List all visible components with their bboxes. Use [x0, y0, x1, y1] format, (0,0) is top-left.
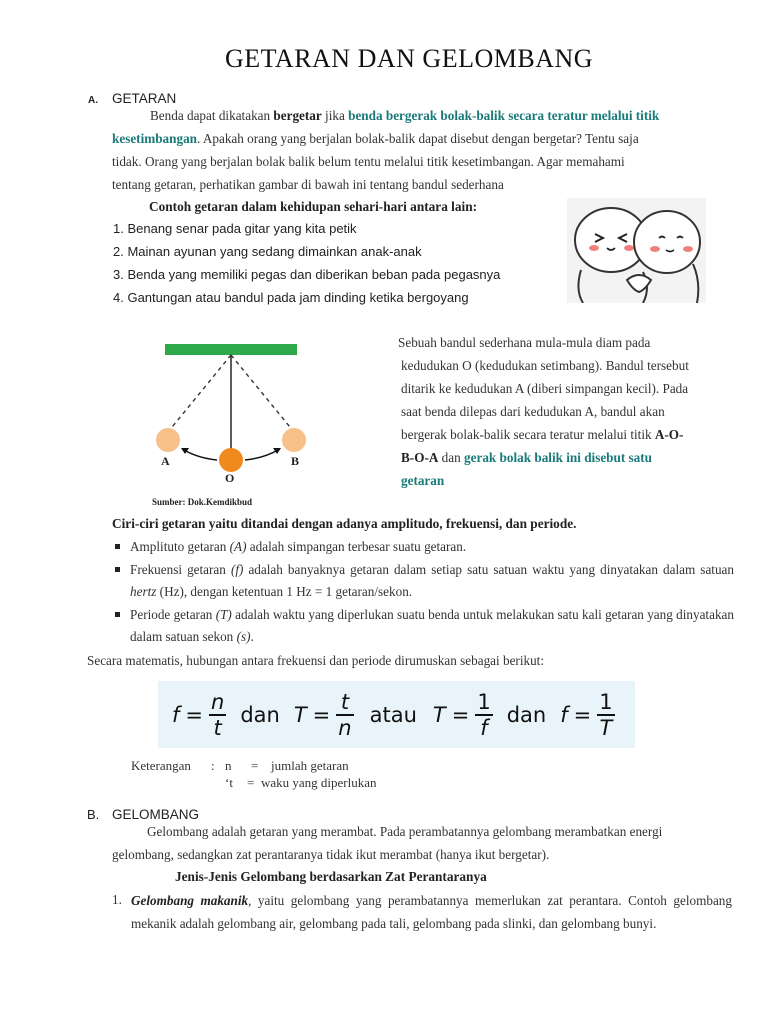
type-item-term: Gelombang makanik	[131, 893, 249, 908]
bullet-icon	[115, 567, 120, 572]
pendulum-desc-line: bergerak bolak-balik secara teratur melalui titik	[401, 427, 655, 442]
section-b-heading: GELOMBANG	[112, 807, 200, 822]
bullet-symbol: (T)	[215, 606, 232, 622]
pendulum-support-bar	[165, 344, 297, 355]
formula-T: T	[293, 703, 307, 727]
pendulum-desc-line: saat benda dilepas dari kedudukan A, bandul akan	[401, 404, 665, 419]
example-item: 1. Benang senar pada gitar yang kita petik	[113, 221, 357, 236]
pendulum-desc-and: dan	[438, 450, 465, 465]
formula-den: T	[599, 716, 613, 740]
hugging-characters-illustration	[567, 198, 706, 303]
bullet-icon	[115, 544, 120, 549]
bullet-text: .	[250, 629, 254, 644]
bullet-text: Amplituto getaran	[130, 539, 230, 554]
bullet-text: adalah waktu yang diperlukan suatu benda untuk melakukan satu kali getaran yang dinyatakan dalam satuan sekon	[130, 606, 734, 644]
formula-f: f	[172, 703, 180, 727]
examples-heading: Contoh getaran dalam kehidupan sehari-hari antara lain:	[149, 199, 478, 214]
type-item-text: , yaitu gelombang yang perambatannya memerlukan zat perantara. Contoh gelombang mekanik adalah gelombang air, gelombang pada tali, gelombang pada slinki, dan gelombang bunyi.	[131, 893, 732, 931]
pendulum-bob-a	[156, 428, 180, 452]
bullet-symbol: (f)	[230, 561, 244, 577]
bullet-frequency	[112, 559, 734, 604]
intro-line-3: tidak. Orang yang berjalan bolak balik belum tentu melalui titik kesetimbangan. Agar memahami	[112, 154, 625, 169]
formula-equals: =	[451, 703, 470, 727]
page-title: GETARAN DAN GELOMBANG	[224, 44, 594, 73]
intro-text-1: Benda dapat dikatakan	[150, 108, 274, 123]
formula-den: n	[338, 716, 352, 740]
keterangan-colon: :	[211, 758, 215, 773]
formula	[172, 687, 615, 743]
bullet-text: Frekuensi getaran	[130, 561, 231, 577]
type-item-number: 1.	[112, 892, 122, 907]
formula-T: T	[432, 703, 446, 727]
math-intro: Secara matematis, hubungan antara frekuensi dan periode dirumuskan sebagai berikut:	[87, 653, 545, 668]
intro-teal-1: benda bergerak bolak-balik secara teratur melalui titik	[348, 108, 660, 123]
pendulum-label-a: A	[161, 454, 170, 468]
pendulum-description	[398, 331, 738, 492]
bullet-amplitude	[112, 536, 734, 559]
keterangan-t-symbol: ‘t	[225, 775, 233, 790]
characteristics-list	[112, 536, 734, 649]
formula-equals: =	[312, 703, 331, 727]
section-b-letter: B.	[87, 807, 100, 822]
bullet-unit: hertz	[130, 584, 157, 599]
formula-den: f	[480, 716, 488, 740]
keterangan-block	[131, 757, 377, 791]
formula-dan-2: dan	[506, 703, 547, 727]
bullet-text: adalah simpangan terbesar suatu getaran.	[246, 539, 467, 554]
formula-den: t	[213, 716, 222, 740]
pendulum-path-2: B-O-A	[401, 450, 439, 465]
formula-fraction-1-f	[475, 690, 492, 740]
intro-teal-2: kesetimbangan	[112, 131, 197, 146]
pendulum-teal-text: gerak bolak balik ini disebut satu	[464, 450, 652, 465]
example-item: 4. Gantungan atau bandul pada jam dinding ketika bergoyang	[113, 290, 469, 305]
keterangan-t-desc: waku yang diperlukan	[261, 775, 377, 790]
intro-text-3: . Apakah orang yang berjalan bolak-balik dapat disebut dengan bergetar? Tentu saja	[197, 131, 639, 146]
bullet-text: adalah banyaknya getaran dalam setiap satu satuan waktu yang dinyatakan dalam satuan	[243, 561, 734, 577]
bullet-text: (Hz), dengan ketentuan 1 Hz = 1 getaran/sekon.	[156, 584, 413, 599]
pendulum-bob-b	[282, 428, 306, 452]
section-a-heading: GETARAN	[112, 91, 177, 106]
pendulum-bob-o	[219, 448, 243, 472]
formula-fraction-n-t	[209, 690, 226, 740]
formula-num: n	[211, 690, 225, 714]
pendulum-string-a	[168, 355, 231, 432]
formula-fraction-1-T	[597, 690, 614, 740]
intro-line-4: tentang getaran, perhatikan gambar di bawah ini tentang bandul sederhana	[112, 177, 504, 192]
keterangan-n-symbol: n	[225, 758, 232, 773]
bullet-text: Periode getaran	[130, 606, 216, 622]
pendulum-desc-line: ditarik ke kedudukan A (diberi simpangan kecil). Pada	[401, 381, 689, 396]
pendulum-teal-getaran: getaran	[401, 473, 445, 488]
formula-dan-1: dan	[240, 703, 280, 727]
gelombang-intro-line: Gelombang adalah getaran yang merambat. Pada perambatannya gelombang merambatkan energi	[147, 824, 663, 839]
section-a-letter: A.	[88, 95, 98, 106]
keterangan-label: Keterangan	[131, 758, 191, 773]
formula-num: t	[336, 690, 353, 716]
characteristics-heading: Ciri-ciri getaran yaitu ditandai dengan adanya amplitudo, frekuensi, dan periode.	[112, 516, 577, 531]
intro-text-2: jika	[321, 108, 349, 123]
pendulum-string-b	[231, 355, 294, 432]
gelombang-intro-line: gelombang, sedangkan zat perantaranya tidak ikut merambat (hanya ikut bergetar).	[112, 847, 550, 862]
keterangan-n-eq: =	[251, 758, 259, 773]
formula-equals: =	[185, 703, 204, 727]
pendulum-label-b: B	[291, 454, 300, 468]
intro-bold-bergetar: bergetar	[273, 108, 322, 123]
pendulum-label-o: O	[225, 471, 235, 485]
getaran-intro	[112, 104, 742, 196]
bullet-period	[112, 604, 734, 649]
keterangan-n-desc: jumlah getaran	[271, 758, 349, 773]
pendulum-desc-line: Sebuah bandul sederhana mula-mula diam pada	[398, 335, 651, 350]
formula-atau: atau	[369, 703, 417, 727]
pendulum-path-1: A-O-	[654, 427, 684, 442]
formula-num: 1	[599, 690, 613, 714]
keterangan-t-eq: =	[247, 775, 255, 790]
type-item-1	[131, 889, 732, 935]
figure-source: Sumber: Dok.Kemdikbud	[152, 497, 253, 507]
formula-fraction-t-n	[336, 690, 353, 740]
example-item: 2. Mainan ayunan yang sedang dimainkan anak-anak	[113, 244, 422, 259]
bullet-icon	[115, 612, 120, 617]
types-heading: Jenis-Jenis Gelombang berdasarkan Zat Perantaranya	[175, 869, 487, 884]
example-item: 3. Benda yang memiliki pegas dan diberikan beban pada pegasnya	[113, 267, 501, 282]
formula-equals: =	[573, 703, 592, 727]
pendulum-desc-line: kedudukan O (kedudukan setimbang). Bandul tersebut	[401, 358, 689, 373]
bullet-unit: (s)	[236, 629, 251, 644]
formula-f: f	[560, 703, 568, 727]
formula-num: 1	[477, 690, 491, 714]
bullet-symbol: (A)	[229, 539, 247, 554]
gelombang-intro	[112, 820, 742, 866]
